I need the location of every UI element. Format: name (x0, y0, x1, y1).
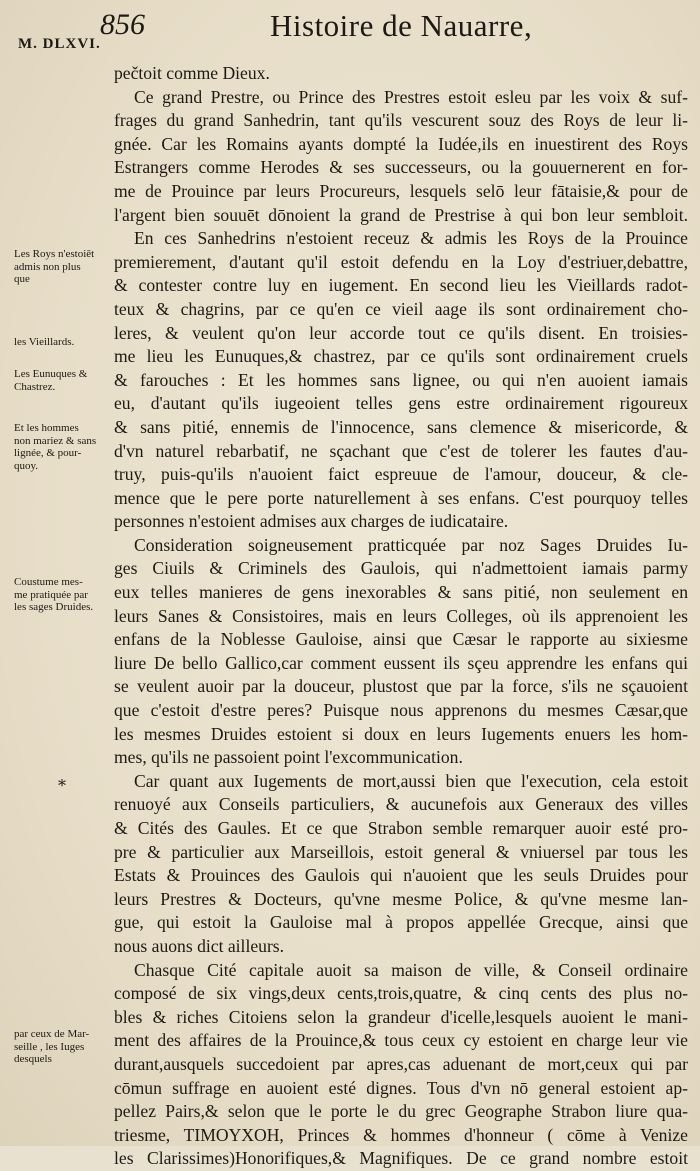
margin-note: par ceux de Mar- seille , les Iuges desquels (14, 1028, 90, 1065)
text-line: pre & particulier aux Marseillois, estoit general & vniuersel par tous les (114, 841, 688, 862)
text-line: & farouches : Et les hommes sans lignee, ou qui n'en auoient iamais (114, 369, 688, 390)
text-line: truy, puis-qu'ils n'auoient faict espreuue de l'amour, douceur, & cle- (114, 464, 688, 485)
text-line: Chasque Cité capitale auoit sa maison de ville, & Conseil ordinaire (134, 959, 688, 980)
text-line: composé de six vings,deux cents,trois,quatre, & cinq cents des plus no- (114, 983, 688, 1004)
text-line: Ce grand Prestre, ou Prince des Prestres estoit esleu par les voix & suf- (134, 86, 688, 107)
margin-note: Et les hommes non mariez & sans lignée, & pour- quoy. (14, 422, 97, 472)
text-line: frages du grand Sanhedrin, tant qu'ils vescurent souz des Roys de leur li- (114, 110, 688, 131)
margin-note: Les Roys n'estoiēt admis non plus que (14, 248, 95, 285)
text-line: Estrangers comme Herodes & ses successeurs, ou la gouuernerent en for- (114, 157, 688, 178)
text-line: nous auons dict ailleurs. (114, 935, 285, 956)
text-line: En ces Sanhedrins n'estoient receuz & admis les Roys de la Prouince (134, 228, 688, 249)
text-line: bles & riches Citoiens selon la grandeur d'icelle,lesquels auoient le mani- (114, 1006, 688, 1027)
text-line: teux & chagrins, par ce qu'en ce vieil aage ils sont ordinairement cho- (114, 298, 688, 319)
text-line: gnée. Car les Romains ayants dompté la Iudée,ils en inuestirent des Roys (114, 133, 688, 154)
text-line: me de Prouince par leurs Procureurs, lesquels selō leur fātaisie,& pour de (114, 180, 688, 201)
text-line: les Clarissimes)Honorifiques,& Magnifiques. De ce grand nombre estoit (114, 1148, 688, 1169)
text-line: pellez Pairs,& selon que le porte le du grec Geographe Strabon liure qua- (114, 1101, 688, 1122)
text-line: eu, d'autant qu'ils iugeoient telles gens estre ordinairement rigoureux (114, 393, 688, 414)
text-line: renuoyé aux Conseils particuliers, & aucunefois aux Generaux des villes (114, 794, 688, 815)
text-line: liure De bello Gallico,car comment eussent ils sçeu apprendre les enfans qui (114, 652, 688, 673)
page-number: 856 (100, 8, 145, 41)
text-line: que c'estoit d'estre peres? Puisque nous apprenons du mesmes Cæsar,que (114, 700, 688, 721)
text-line: leres, & veulent qu'on leur accorde tout ce qu'ils disent. En troisies- (114, 322, 688, 343)
text-line: d'vn naturel rebarbatif, ne sçachant que c'est de tolerer les fautes d'au- (114, 440, 688, 461)
text-line: les mesmes Druides estoient si doux en leurs Iugements enuers les hom- (114, 723, 688, 744)
text-line: mence que le pere porte naturellement à ses enfans. C'est pourquoy telles (114, 487, 688, 508)
text-line: ment des affaires de la Prouince,& tous ceux cy estoient en charge leur vie (114, 1030, 688, 1051)
text-line: se veulent auoir par la douceur, plustost que par la force, s'ils ne sçauoient (114, 676, 688, 697)
text-line: & contester contre luy en iugement. En second lieu les Vieillards radot- (114, 275, 688, 296)
text-line: Consideration soigneusement pratticquée par noz Sages Druides Iu- (134, 534, 688, 555)
text-line: Estats & Prouinces des Gaulois qui n'auoient que les seuls Druides pour (114, 865, 688, 886)
text-line: & Cités des Gaules. Et ce que Strabon semble remarquer auoir esté pro- (114, 818, 688, 838)
text-line: cōmun suffrage en auoient esté dignes. Tous d'vn nō general estoient ap- (114, 1077, 688, 1098)
margin-asterisk: * (58, 776, 66, 795)
text-line: mes, qu'ils ne passoient point l'excommunication. (114, 747, 463, 768)
text-line: eux telles manieres de gens inexorables & sans pitié, non seulement en (114, 582, 688, 603)
text-line: gue, qui estoit la Gauloise mal à propos appellée Grecque, ainsi que (114, 912, 688, 933)
margin-note: les Vieillards. (14, 336, 75, 348)
text-line: personnes n'estoient admises aux charges de iudicataire. (114, 511, 509, 532)
margin-note: Coustume mes- me pratiquée par les sages Druides. (14, 576, 94, 613)
year-marker: M. DLXVI. (18, 36, 101, 52)
text-line: ges Ciuils & Criminels des Gaulois, qui n'admettoient iamais parmy (114, 558, 688, 579)
text-line: durant,ausquels succedoient par apres,cas aduenant de mort,ceux qui par (114, 1053, 688, 1074)
text-line: enfans de la Noblesse Gauloise, ainsi que Cæsar le rapporte au sixiesme (114, 629, 688, 650)
running-title: Histoire de Nauarre, (270, 8, 533, 43)
text-line: l'argent bien souuēt dōnoient la grand de Prestrise à qui bon leur sembloit. (114, 204, 688, 225)
text-line: me lieu les Eunuques,& chastrez, par ce qu'ils sont ordinairement cruels (114, 346, 688, 367)
text-line: triesme, TIMOYXOH, Princes & hommes d'honneur ( cōme à Venize (114, 1124, 688, 1145)
text-line: leurs Prestres & Docteurs, qu'vne mesme Police, & qu'vne mesme lan- (114, 888, 688, 909)
text-line: & sans pitié, ennemis de l'innocence, sans clemence & misericorde, & (114, 416, 688, 437)
body-text (114, 62, 688, 1171)
text-line: leurs Sanes & Consistoires, mais en leurs Colleges, où ils apprenoient les (114, 605, 688, 626)
text-line: Car quant aux Iugements de mort,aussi bien que l'execution, cela estoit (134, 770, 688, 791)
text-line: pečtoit comme Dieux. (114, 63, 270, 83)
margin-note: Les Eunuques & Chastrez. (14, 368, 88, 393)
text-line: premierement, d'autant qu'il estoit defendu en la Loy d'estriuer,debattre, (114, 251, 688, 272)
